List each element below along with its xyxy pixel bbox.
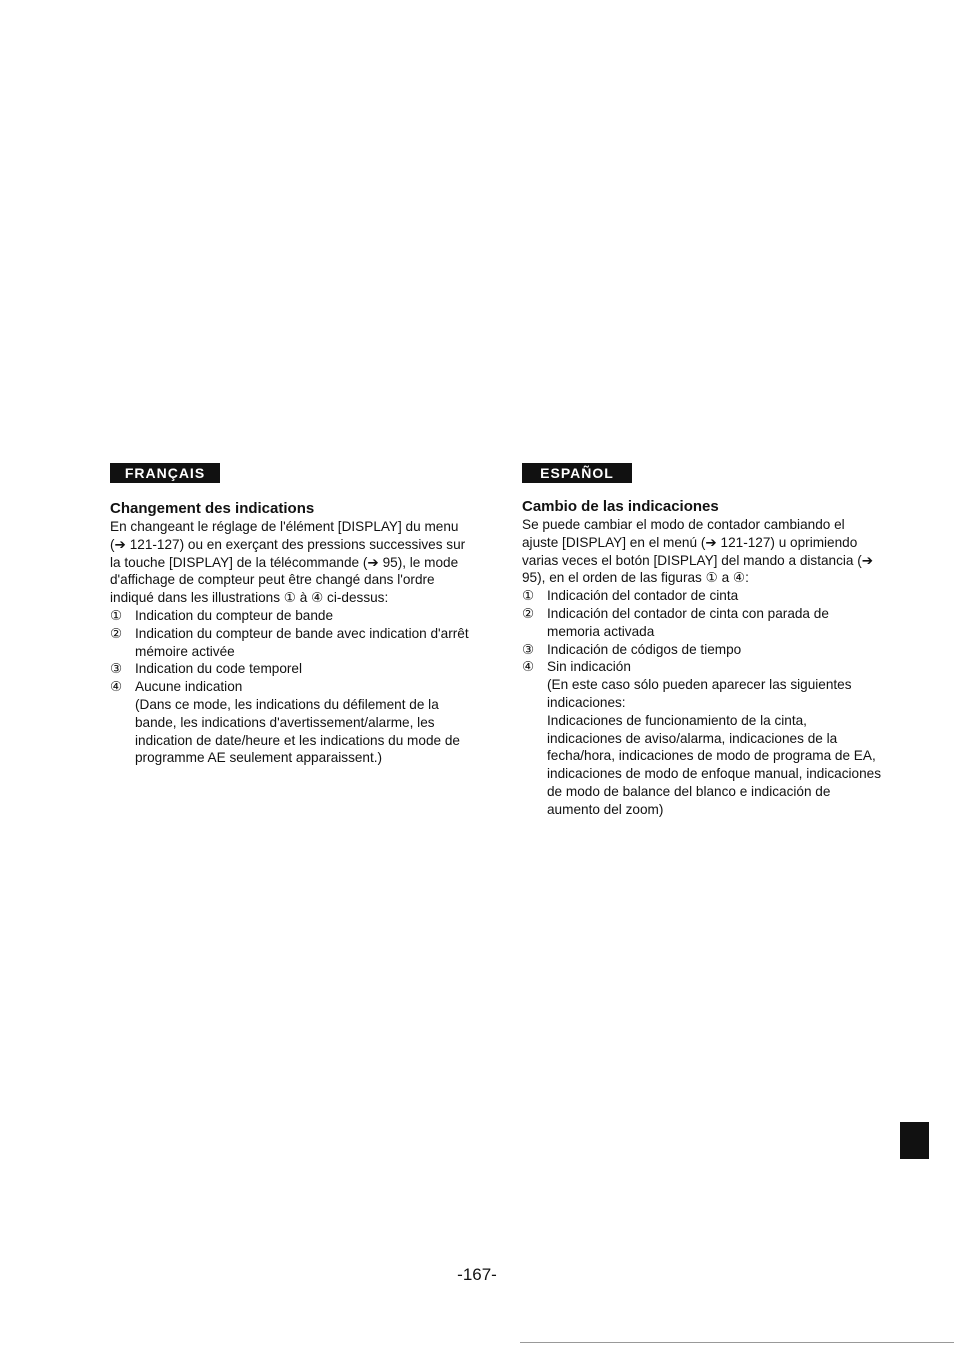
list-item bbox=[522, 605, 882, 641]
language-tag-spanish: ESPAÑOL bbox=[522, 463, 632, 483]
bottom-rule bbox=[520, 1342, 954, 1343]
item-text: Sin indicación bbox=[547, 659, 631, 675]
item-number: ② bbox=[522, 605, 535, 621]
item-number: ④ bbox=[110, 679, 123, 695]
indication-list-french bbox=[110, 607, 470, 767]
item-text: Indicación de códigos de tiempo bbox=[547, 641, 742, 657]
section-heading-spanish: Cambio de las indicaciones bbox=[522, 498, 719, 515]
french-column bbox=[110, 463, 470, 767]
item-text: Indication du code temporel bbox=[135, 661, 303, 677]
item-note: (En este caso sólo pueden aparecer las siguientes indicaciones: Indicaciones de funcionamiento de la cinta, indicaciones de aviso/alarma, indicaciones de la fecha/hora, indicaciones de modo de programa de EA, indicaciones de modo de enfoque manual, indicaciones de modo de balance del blanco e indicación de aumento del zoom) bbox=[547, 677, 882, 817]
item-number: ④ bbox=[522, 659, 535, 675]
list-item bbox=[522, 641, 882, 659]
list-item bbox=[110, 678, 470, 767]
item-text: Indication du compteur de bande avec indication d'arrêt mémoire activée bbox=[135, 625, 469, 659]
item-number: ① bbox=[522, 588, 535, 604]
list-item bbox=[522, 587, 882, 605]
page-number: -167- bbox=[457, 1265, 497, 1284]
list-item bbox=[110, 607, 470, 625]
list-item bbox=[110, 660, 470, 678]
item-number: ① bbox=[110, 607, 123, 623]
item-text: Aucune indication bbox=[135, 679, 243, 695]
item-note: (Dans ce mode, les indications du défilement de la bande, les indications d'avertissement/alarme, les indication de date/heure et les indications du mode de programme AE seulement apparaissent.) bbox=[135, 696, 460, 766]
intro-paragraph-spanish: Se puede cambiar el modo de contador cambiando el ajuste [DISPLAY] en el menú (➔ 121-127) u oprimiendo varias veces el botón [DISPLAY] del mando a distancia (➔ 95), en el orden de las figuras ① a ④: bbox=[522, 517, 874, 586]
item-text: Indicación del contador de cinta bbox=[547, 588, 739, 604]
intro-paragraph-french: En changeant le réglage de l'élément [DISPLAY] du menu (➔ 121-127) ou en exerçant des pressions successives sur la touche [DISPLAY] de la télécommande (➔ 95), le mode d'affichage de compteur peut être changé dans l'ordre indiqué dans les illustrations ① à ④ ci-dessus: bbox=[110, 519, 466, 606]
spanish-column bbox=[522, 463, 882, 819]
list-item bbox=[522, 658, 882, 818]
language-tag-french: FRANÇAIS bbox=[110, 463, 220, 483]
item-number: ③ bbox=[110, 661, 123, 677]
indication-list-spanish bbox=[522, 587, 882, 818]
item-number: ② bbox=[110, 625, 123, 641]
list-item bbox=[110, 625, 470, 661]
item-number: ③ bbox=[522, 641, 535, 657]
page-edge-marker bbox=[900, 1122, 929, 1159]
item-text: Indicación del contador de cinta con parada de memoria activada bbox=[547, 605, 829, 639]
item-text: Indication du compteur de bande bbox=[135, 607, 334, 623]
section-heading-french: Changement des indications bbox=[110, 500, 315, 517]
